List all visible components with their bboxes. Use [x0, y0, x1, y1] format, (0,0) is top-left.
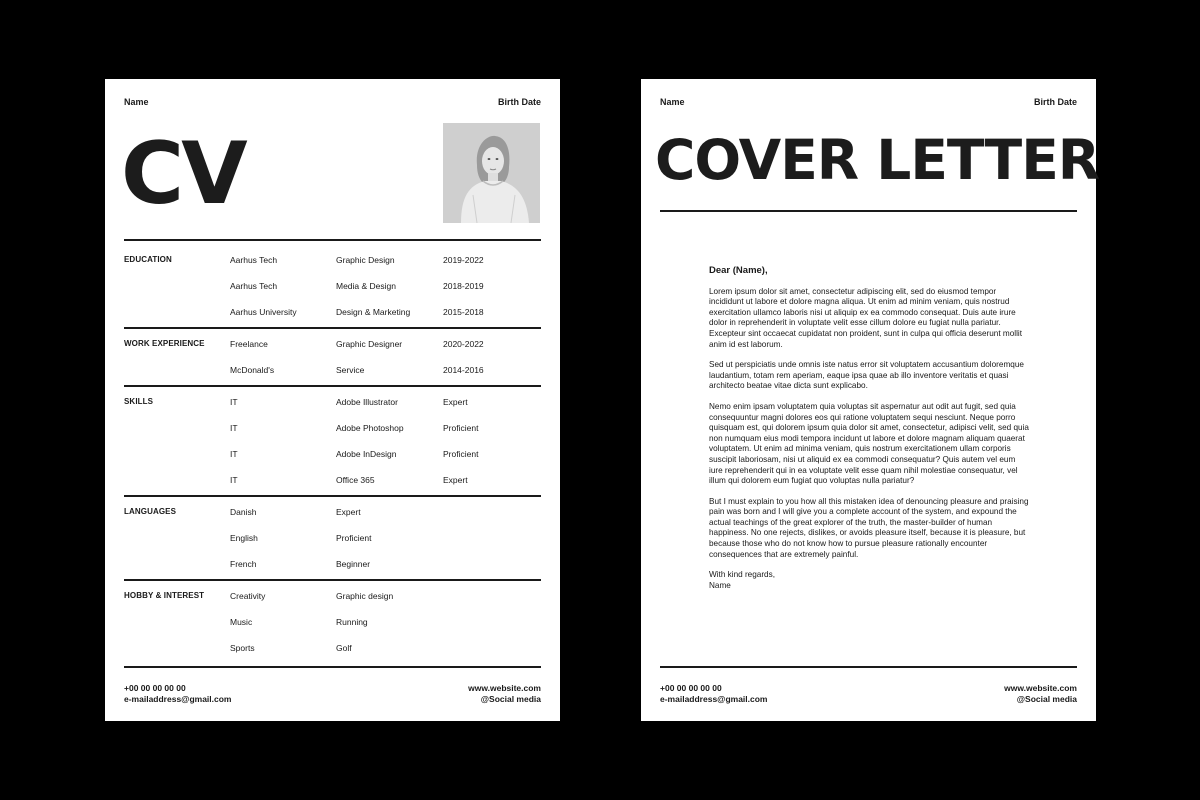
profile-photo-image	[443, 123, 540, 223]
letter-paragraph: Sed ut perspiciatis unde omnis iste natus error sit voluptatem accusantium doloremque laudantium, totam rem aperiam, eaque ipsa quae ab illo inventore veritatis et quasi architecto beatae vitae dicta sunt explicabo.	[709, 360, 1024, 391]
work-role: Service	[336, 365, 365, 375]
skill-level: Expert	[443, 397, 468, 407]
hobby-item: Running	[336, 617, 368, 627]
education-period: 2019-2022	[443, 255, 484, 265]
divider-rule	[124, 327, 541, 329]
language-level: Beginner	[336, 559, 371, 569]
work-employer: Freelance	[230, 339, 268, 349]
section-label-work-experience: WORK EXPERIENCE	[124, 339, 205, 348]
language-name: English	[230, 533, 258, 543]
cover-letter-header	[660, 97, 1077, 109]
letter-closing: With kind regards,	[709, 570, 775, 580]
section-label-languages: LANGUAGES	[124, 507, 177, 516]
skill-category: IT	[230, 397, 238, 407]
education-institution: Aarhus University	[230, 307, 297, 317]
work-period: 2014-2016	[443, 365, 484, 375]
skill-name: Adobe Illustrator	[336, 397, 398, 407]
cv-header-birth-date: Birth Date	[497, 97, 541, 107]
cover-letter-title: COVER LETTER	[655, 128, 1100, 192]
hobby-item: Golf	[336, 643, 352, 653]
footer-social: @Social media	[1016, 694, 1077, 704]
skill-name: Adobe InDesign	[336, 449, 397, 459]
cover-letter-header-birth-date: Birth Date	[1033, 97, 1077, 107]
divider-rule	[124, 495, 541, 497]
letter-paragraph: Nemo enim ipsam voluptatem quia voluptas sit aspernatur aut odit aut fugit, sed quia consequuntur magni dolores eos qui ratione voluptatem sequi nesciunt. Neque porro quisquam est, qui dolorem ipsum quia dolor sit amet, consectetur, adipisci velit, sed quia non numquam eius modi tempora incidunt ut labore et dolore magnam aliquam quaerat voluptatem. Ut enim ad minima veniam, quis nostrum exercitationem ullam corporis suscipit laboriosam, nisi ut aliquid ex ea commodi consequatur? Quis autem vel eum iure reprehenderit qui in ea voluptate velit esse quam nihil molestiae consequatur, vel illum qui dolorem eum fugiat quo voluptas nulla pariatur?	[709, 401, 1029, 486]
letter-greeting: Dear (Name),	[709, 265, 768, 276]
divider-rule	[124, 239, 541, 241]
letter-signature: Name	[709, 580, 731, 590]
skill-level: Expert	[443, 475, 468, 485]
divider-rule	[124, 385, 541, 387]
cover-letter-page	[641, 79, 1100, 721]
section-label-skills: SKILLS	[124, 397, 154, 406]
letter-paragraph: Lorem ipsum dolor sit amet, consectetur adipiscing elit, sed do eiusmod tempor incididunt ut labore et dolore magna aliqua. Ut enim ad minim veniam, quis nostrud exercitation ullamco laboris nisi ut aliquip ex ea commodo consequat. Duis aute irure dolor in reprehenderit in voluptate velit esse cillum dolore eu fugiat nulla pariatur. Excepteur sint occaecat cupidatat non proident, sunt in culpa qui officia deserunt mollit anim id est laborum.	[709, 286, 1022, 349]
education-program: Design & Marketing	[336, 307, 411, 317]
language-name: Danish	[230, 507, 257, 517]
skill-name: Office 365	[336, 475, 375, 485]
skill-level: Proficient	[443, 423, 479, 433]
skill-level: Proficient	[443, 449, 479, 459]
hobby-item: Graphic design	[336, 591, 394, 601]
cv-page	[105, 79, 560, 721]
footer-phone: +00 00 00 00 00	[660, 683, 722, 693]
hobby-item: Creativity	[230, 591, 266, 601]
section-label-hobby-interest: HOBBY & INTEREST	[124, 591, 205, 600]
education-program: Media & Design	[336, 281, 397, 291]
skill-category: IT	[230, 449, 238, 459]
cover-letter-footer	[660, 683, 1077, 707]
footer-email: e-mailaddress@gmail.com	[124, 694, 232, 704]
education-program: Graphic Design	[336, 255, 395, 265]
cover-letter-header-name: Name	[660, 97, 685, 107]
work-employer: McDonald's	[230, 365, 275, 375]
letter-paragraph: But I must explain to you how all this mistaken idea of denouncing pleasure and praising pain was born and I will give you a complete account of the system, and expound the actual teachings of the great explorer of the truth, the master-builder of human happiness. No one rejects, dislikes, or avoids pleasure itself, because it is pleasure, but because those who do not know how to pursue pleasure rationally encounter consequences that are extremely painful.	[709, 496, 1029, 559]
cv-header	[124, 97, 541, 109]
skill-name: Adobe Photoshop	[336, 423, 404, 433]
work-role: Graphic Designer	[336, 339, 403, 349]
footer-email: e-mailaddress@gmail.com	[660, 694, 768, 704]
profile-photo	[443, 123, 540, 223]
footer-phone: +00 00 00 00 00	[124, 683, 186, 693]
section-label-education: EDUCATION	[124, 255, 172, 264]
footer-website: www.website.com	[1004, 683, 1077, 693]
divider-rule	[124, 579, 541, 581]
divider-rule	[660, 210, 1077, 212]
cv-header-name: Name	[124, 97, 149, 107]
education-period: 2015-2018	[443, 307, 484, 317]
hobby-item: Music	[230, 617, 253, 627]
cv-footer	[124, 683, 541, 707]
skill-category: IT	[230, 475, 238, 485]
skill-category: IT	[230, 423, 238, 433]
footer-website: www.website.com	[468, 683, 541, 693]
divider-rule	[660, 666, 1077, 668]
education-institution: Aarhus Tech	[230, 255, 278, 265]
language-name: French	[230, 559, 257, 569]
language-level: Expert	[336, 507, 361, 517]
letter-body	[709, 266, 1031, 591]
work-period: 2020-2022	[443, 339, 484, 349]
divider-rule	[124, 666, 541, 668]
language-level: Proficient	[336, 533, 372, 543]
cv-title: CV	[121, 124, 245, 224]
education-institution: Aarhus Tech	[230, 281, 278, 291]
footer-social: @Social media	[480, 694, 541, 704]
hobby-item: Sports	[230, 643, 255, 653]
education-period: 2018-2019	[443, 281, 484, 291]
